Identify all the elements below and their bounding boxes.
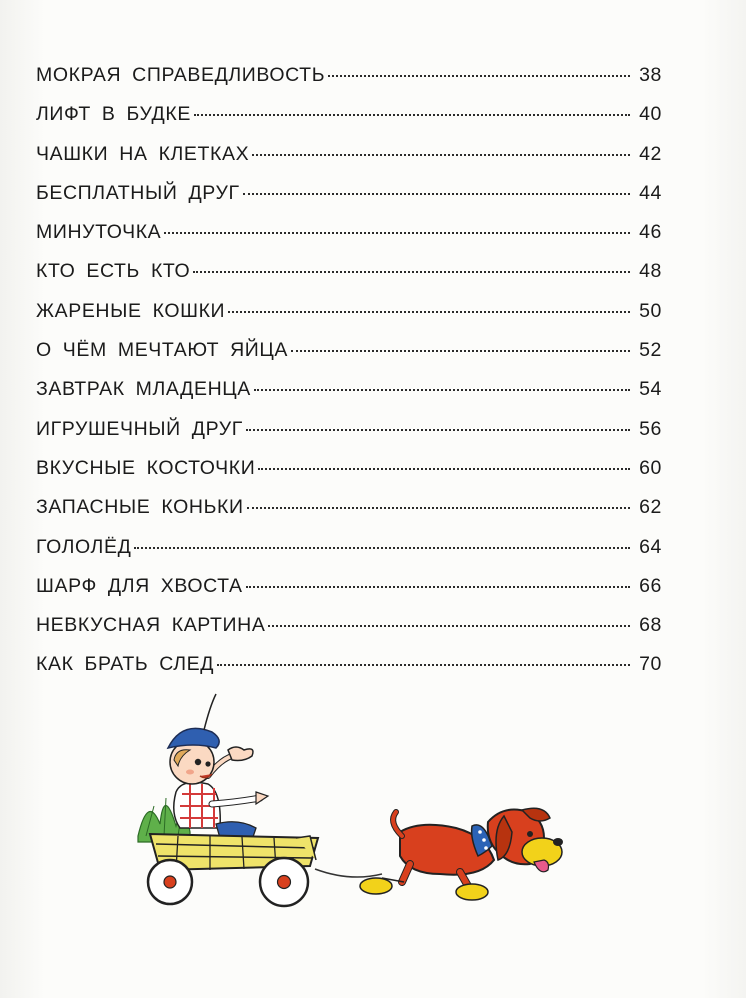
toc-entry[interactable]	[36, 213, 662, 252]
toc-entry[interactable]	[36, 252, 662, 291]
toc-dot-leader	[228, 311, 630, 313]
toc-page-number: 54	[639, 378, 662, 401]
toc-entry-title: ЖАРЕНЫЕ КОШКИ	[36, 299, 226, 322]
toc-entry-title: ШАРФ ДЛЯ ХВОСТА	[36, 574, 243, 597]
toc-entry-title: КАК БРАТЬ СЛЕД	[36, 653, 215, 676]
toc-dot-leader	[247, 507, 630, 509]
toc-entry[interactable]	[36, 56, 662, 95]
toc-entry-title: ЧАШКИ НА КЛЕТКАХ	[36, 142, 250, 165]
toc-entry[interactable]	[36, 292, 662, 331]
toc-dot-leader	[164, 232, 630, 234]
toc-entry-title: ВКУСНЫЕ КОСТОЧКИ	[36, 456, 256, 479]
toc-dot-leader	[246, 429, 630, 431]
toc-page-number: 64	[639, 535, 662, 558]
toc-entry[interactable]	[36, 410, 662, 449]
toc-page-number: 62	[639, 496, 662, 519]
toc-entry[interactable]	[36, 606, 662, 645]
toc-dot-leader	[252, 154, 630, 156]
toc-page-number: 60	[639, 456, 662, 479]
toc-entry-title: МИНУТОЧКА	[36, 221, 162, 244]
toc-entry-title: НЕВКУСНАЯ КАРТИНА	[36, 614, 266, 637]
toc-page-number: 50	[639, 299, 662, 322]
yellow-cart-icon	[148, 834, 318, 906]
toc-dot-leader	[328, 75, 630, 77]
toc-entry[interactable]	[36, 174, 662, 213]
toc-entry[interactable]	[36, 567, 662, 606]
toc-dot-leader	[194, 114, 630, 116]
toc-entry-title: БЕСПЛАТНЫЙ ДРУГ	[36, 181, 240, 204]
toc-page-number: 44	[639, 181, 662, 204]
toc-page-number: 46	[639, 221, 662, 244]
toc-entry[interactable]	[36, 370, 662, 409]
toc-page-number: 48	[639, 260, 662, 283]
toc-entry-title: КТО ЕСТЬ КТО	[36, 260, 191, 283]
boy-cart-dog-illustration	[120, 686, 590, 916]
toc-entry-title: ЛИФТ В БУДКЕ	[36, 103, 191, 126]
toc-entry-title: ГОЛОЛЁД	[36, 535, 132, 558]
toc-entry[interactable]	[36, 95, 662, 134]
toc-entry[interactable]	[36, 528, 662, 567]
toc-dot-leader	[134, 547, 630, 549]
boy-in-beret-icon	[168, 694, 268, 840]
toc-page-number: 38	[639, 64, 662, 86]
toc-page-number: 42	[639, 142, 662, 165]
table-of-contents	[36, 56, 662, 685]
toc-entry-title: ИГРУШЕЧНЫЙ ДРУГ	[36, 417, 243, 440]
toc-page-number: 56	[639, 417, 662, 440]
toc-page-number: 52	[639, 339, 662, 362]
toc-dot-leader	[254, 389, 630, 391]
toc-entry-title: ЗАВТРАК МЛАДЕНЦА	[36, 378, 251, 401]
toc-entry-title: О ЧЁМ МЕЧТАЮТ ЯЙЦА	[36, 339, 289, 362]
toc-entry-title: ЗАПАСНЫЕ КОНЬКИ	[36, 496, 244, 519]
toc-dot-leader	[268, 625, 630, 627]
toc-dot-leader	[193, 271, 630, 273]
toc-entry[interactable]	[36, 331, 662, 370]
toc-entry-title: МОКРАЯ СПРАВЕДЛИВОСТЬ	[36, 64, 326, 86]
toc-dot-leader	[258, 468, 630, 470]
red-dog-icon	[360, 808, 563, 900]
toc-entry[interactable]	[36, 645, 662, 684]
toc-page-number: 40	[639, 103, 662, 126]
toc-page-number: 68	[639, 614, 662, 637]
toc-entry[interactable]	[36, 449, 662, 488]
toc-dot-leader	[243, 193, 630, 195]
toc-entry[interactable]	[36, 488, 662, 527]
toc-entry[interactable]	[36, 135, 662, 174]
toc-dot-leader	[291, 350, 630, 352]
rope-icon	[315, 869, 382, 877]
toc-dot-leader	[246, 586, 630, 588]
toc-page-number: 66	[639, 574, 662, 597]
toc-dot-leader	[217, 664, 630, 666]
toc-page-number: 70	[639, 653, 662, 676]
